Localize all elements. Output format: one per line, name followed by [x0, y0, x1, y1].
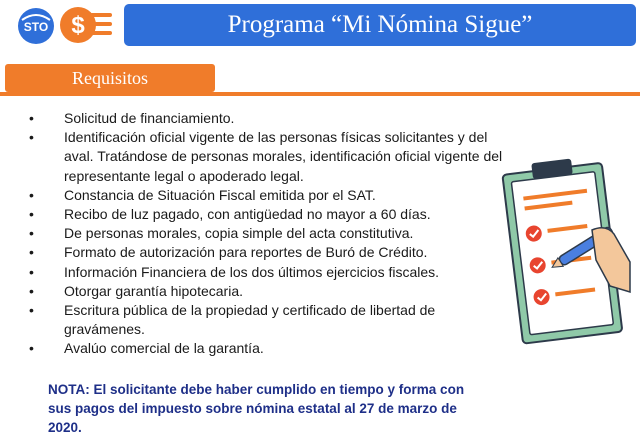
list-item: • Avalúo comercial de la garantía.	[0, 339, 520, 358]
list-item: • Solicitud de financiamiento.	[0, 109, 520, 128]
requirements-list	[0, 109, 520, 359]
list-item: • Identificación oficial vigente de las personas físicas solicitantes y del aval. Tratándose de personas morales, identificación oficial vigente del representante legal o apoderado legal.	[0, 128, 520, 186]
section-divider	[0, 92, 640, 96]
note-text: NOTA: El solicitante debe haber cumplido en tiempo y forma con sus pagos del impuesto sobre nómina estatal al 27 de marzo de 2020.	[48, 382, 465, 435]
section-title: Requisitos	[5, 64, 215, 92]
dollar-coin-icon	[56, 3, 116, 47]
list-item: • Formato de autorización para reportes de Buró de Crédito.	[0, 243, 520, 262]
list-item: • De personas morales, copia simple del acta constitutiva.	[0, 224, 520, 243]
sto-logo	[14, 6, 58, 46]
svg-text:$: $	[71, 12, 85, 39]
list-item: • Recibo de luz pagado, con antigüedad no mayor a 60 días.	[0, 205, 520, 224]
page-title: Programa “Mi Nómina Sigue”	[124, 4, 636, 46]
list-item: • Constancia de Situación Fiscal emitida por el SAT.	[0, 186, 520, 205]
list-item: • Escritura pública de la propiedad y certificado de libertad de gravámenes.	[0, 301, 520, 339]
list-item: • Información Financiera de los dos últimos ejercicios fiscales.	[0, 263, 520, 282]
sto-logo-text: STO	[23, 20, 49, 34]
checklist-clipboard-icon	[494, 140, 634, 355]
list-item: • Otorgar garantía hipotecaria.	[0, 282, 520, 301]
